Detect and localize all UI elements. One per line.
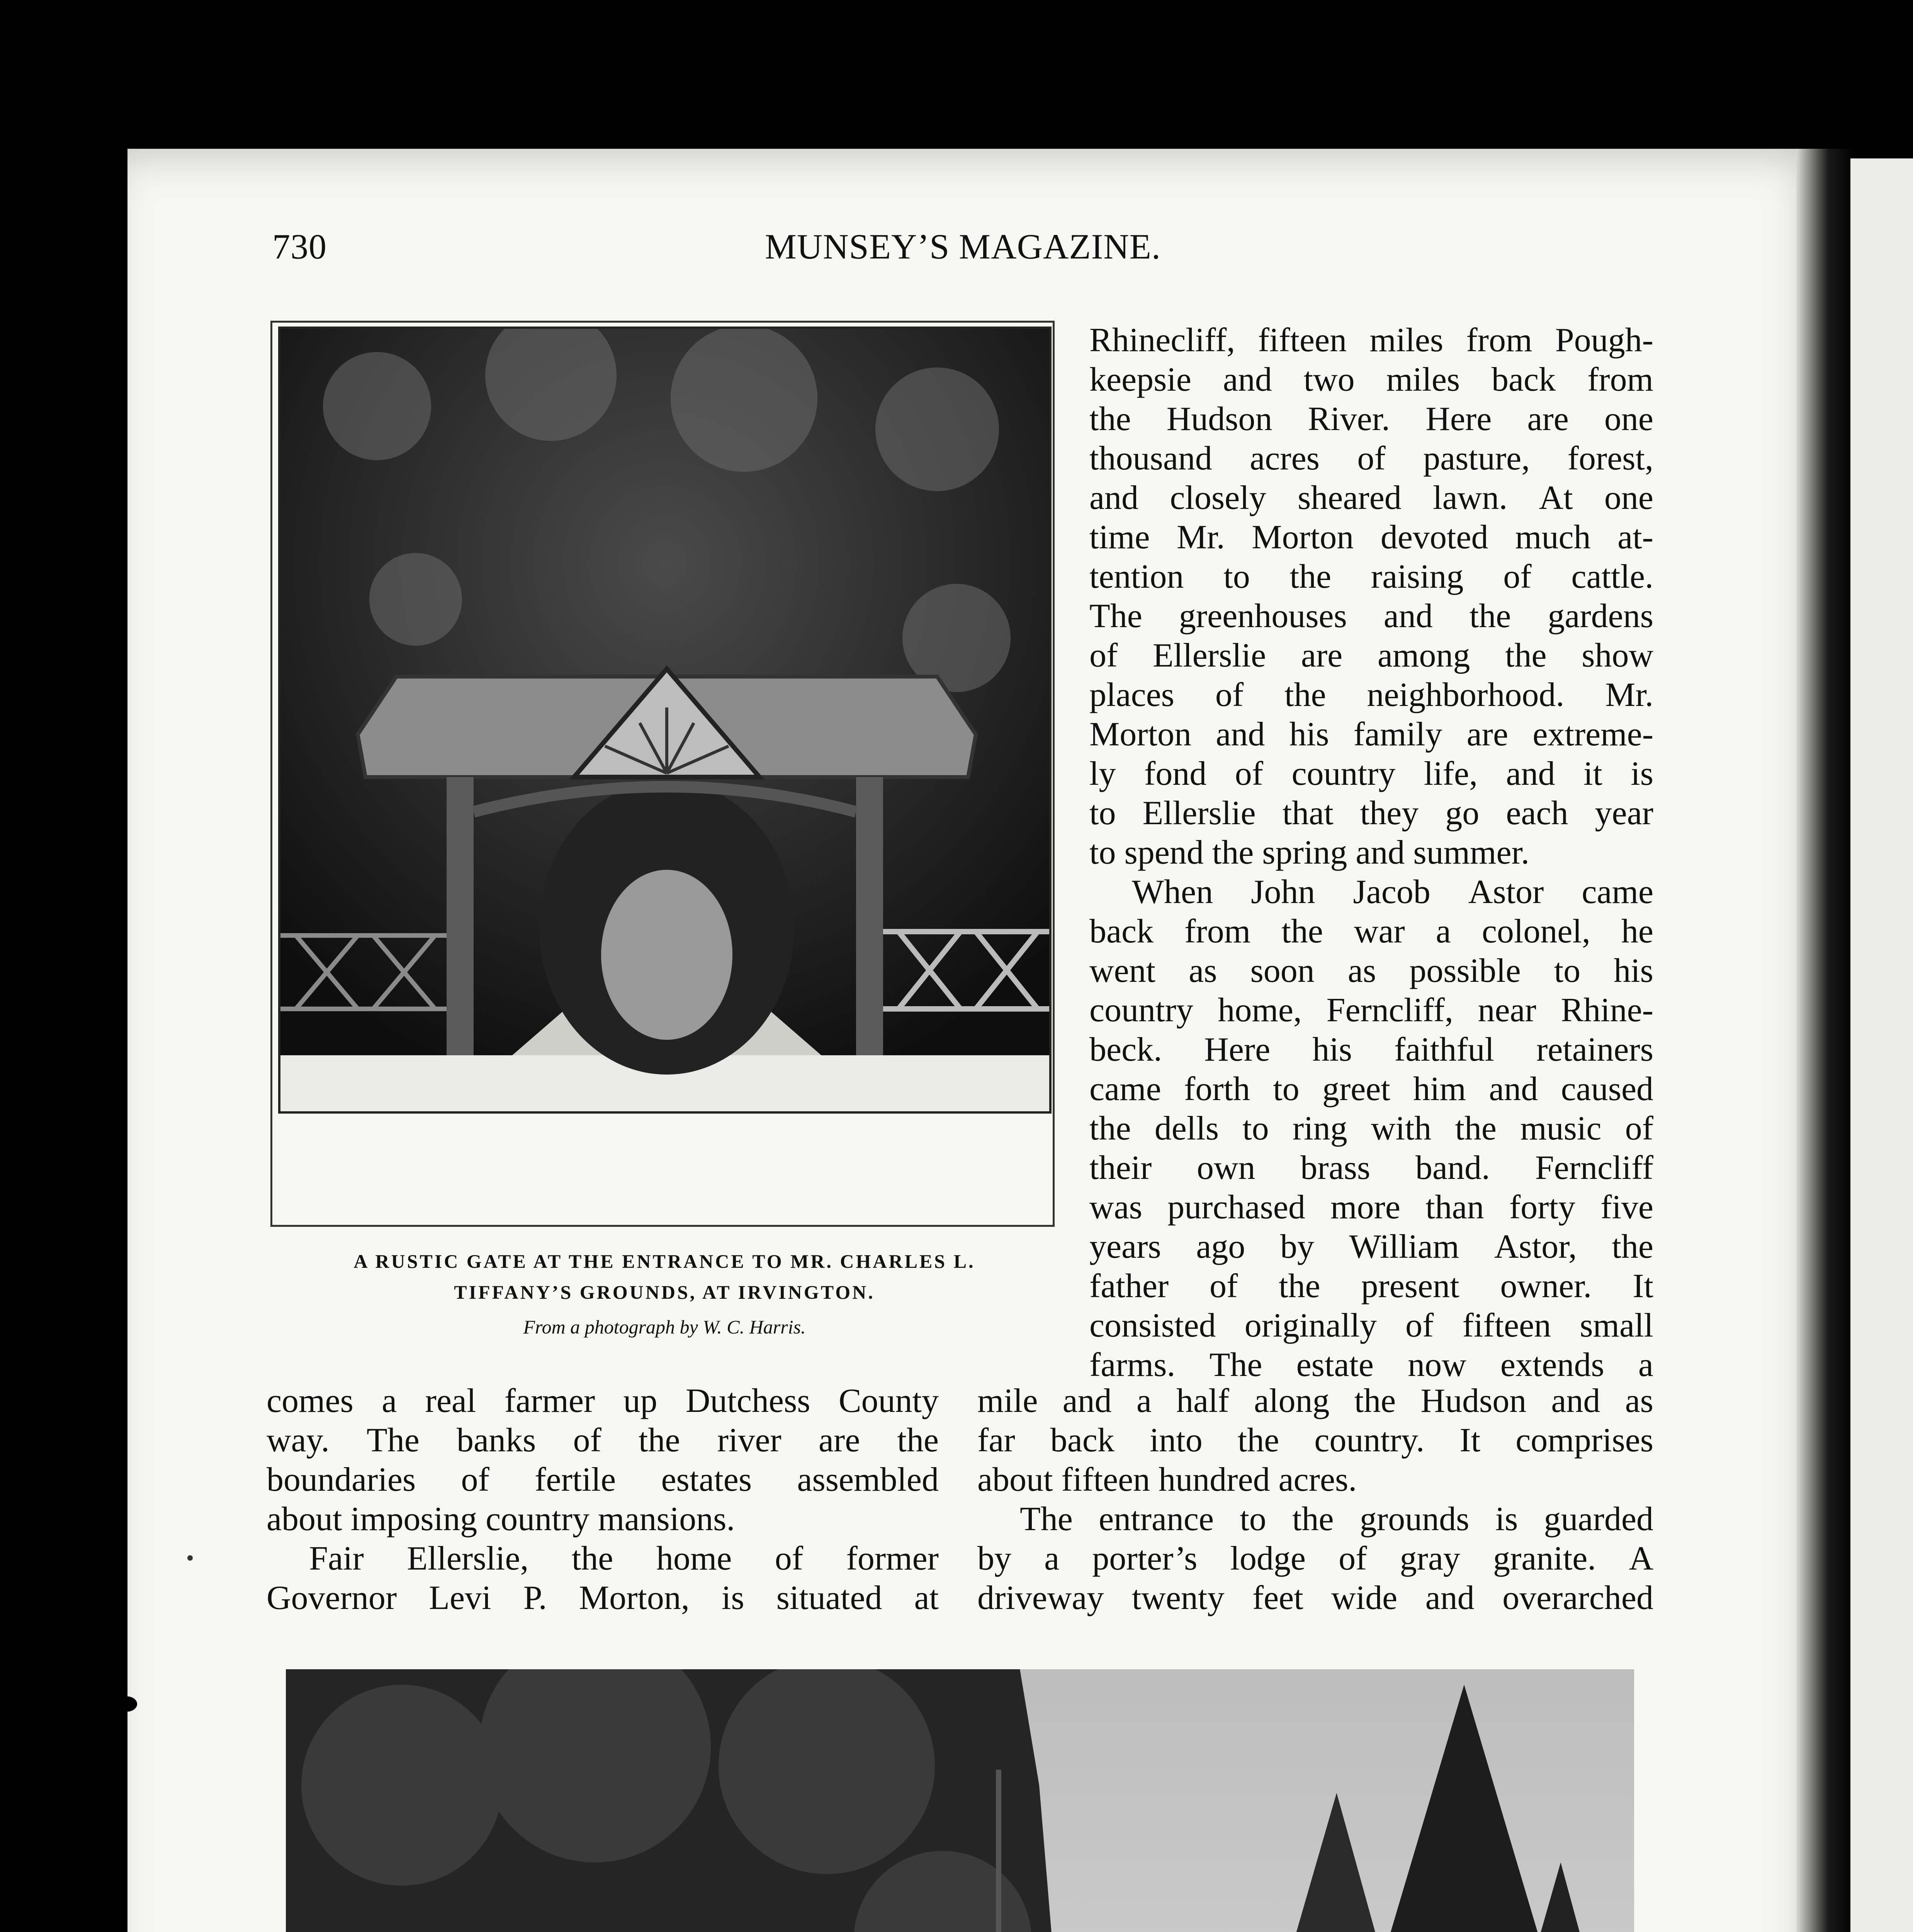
text-line: of Ellerslie are among the show [1089, 637, 1653, 674]
text-line: Fair Ellerslie, the home of former [309, 1540, 939, 1577]
text-line: country home, Ferncliff, near Rhine- [1089, 992, 1653, 1029]
text-line: tention to the raising of cattle. [1089, 558, 1653, 595]
page-gutter-shadow [1796, 149, 1854, 1932]
text-line: keepsie and two miles back from [1089, 361, 1653, 398]
text-line: the dells to ring with the music of [1089, 1110, 1653, 1147]
text-line: farms. The estate now extends a [1089, 1346, 1653, 1384]
villard-driveway-photo [286, 1669, 1634, 1932]
text-line: far back into the country. It comprises [977, 1422, 1653, 1459]
text-line: and closely sheared lawn. At one [1089, 479, 1653, 517]
text-line: boundaries of fertile estates assembled [267, 1461, 939, 1498]
text-line: their own brass band. Ferncliff [1089, 1149, 1653, 1187]
text-line: back from the war a colonel, he [1089, 913, 1653, 950]
right-column-text [1089, 321, 1653, 1385]
right-column-bottom-text [977, 1381, 1653, 1618]
facing-page-edge [1850, 158, 1913, 1932]
page-number: 730 [272, 227, 327, 266]
text-line: came forth to greet him and caused [1089, 1070, 1653, 1108]
running-head: MUNSEY’S MAGAZINE. [765, 227, 1161, 266]
text-line: consisted originally of fifteen small [1089, 1307, 1653, 1344]
text-line: to spend the spring and summer. [1089, 834, 1529, 871]
text-line: the Hudson River. Here are one [1089, 400, 1653, 438]
left-column-bottom-text [267, 1381, 939, 1618]
margin-dot [187, 1555, 193, 1561]
text-line: places of the neighborhood. Mr. [1089, 676, 1653, 714]
text-line: When John Jacob Astor came [1132, 873, 1653, 911]
text-line: The entrance to the grounds is guarded [1020, 1500, 1653, 1538]
text-line: thousand acres of pasture, forest, [1089, 440, 1653, 477]
text-line: Governor Levi P. Morton, is situated at [267, 1579, 939, 1617]
text-line: was purchased more than forty five [1089, 1189, 1653, 1226]
figure1-caption-line2: TIFFANY’S GROUNDS, AT IRVINGTON. [454, 1281, 875, 1303]
text-line: Morton and his family are extreme- [1089, 716, 1653, 753]
text-line: years ago by William Astor, the [1089, 1228, 1653, 1265]
figure1-credit: From a photograph by W. C. Harris. [523, 1316, 806, 1338]
text-line: ly fond of country life, and it is [1089, 755, 1653, 793]
text-line: beck. Here his faithful retainers [1089, 1031, 1653, 1068]
text-line: about fifteen hundred acres. [977, 1461, 1357, 1498]
text-line: mile and a half along the Hudson and as [977, 1382, 1653, 1420]
text-line: by a porter’s lodge of gray granite. A [977, 1540, 1653, 1577]
text-line: to Ellerslie that they go each year [1089, 794, 1653, 832]
text-line: father of the present owner. It [1089, 1267, 1653, 1305]
text-line: The greenhouses and the gardens [1089, 597, 1653, 635]
text-line: time Mr. Morton devoted much at- [1089, 519, 1653, 556]
rustic-gate-photo [278, 327, 1052, 1114]
figure1-caption-line1: A RUSTIC GATE AT THE ENTRANCE TO MR. CHARLES L. [353, 1250, 975, 1272]
text-line: went as soon as possible to his [1089, 952, 1653, 990]
text-line: Rhinecliff, fifteen miles from Pough- [1089, 321, 1653, 359]
margin-ink-blot [116, 1696, 137, 1712]
text-line: about imposing country mansions. [267, 1500, 735, 1538]
text-line: driveway twenty feet wide and overarched [977, 1579, 1653, 1617]
text-line: comes a real farmer up Dutchess County [267, 1382, 939, 1420]
text-line: way. The banks of the river are the [267, 1422, 939, 1459]
